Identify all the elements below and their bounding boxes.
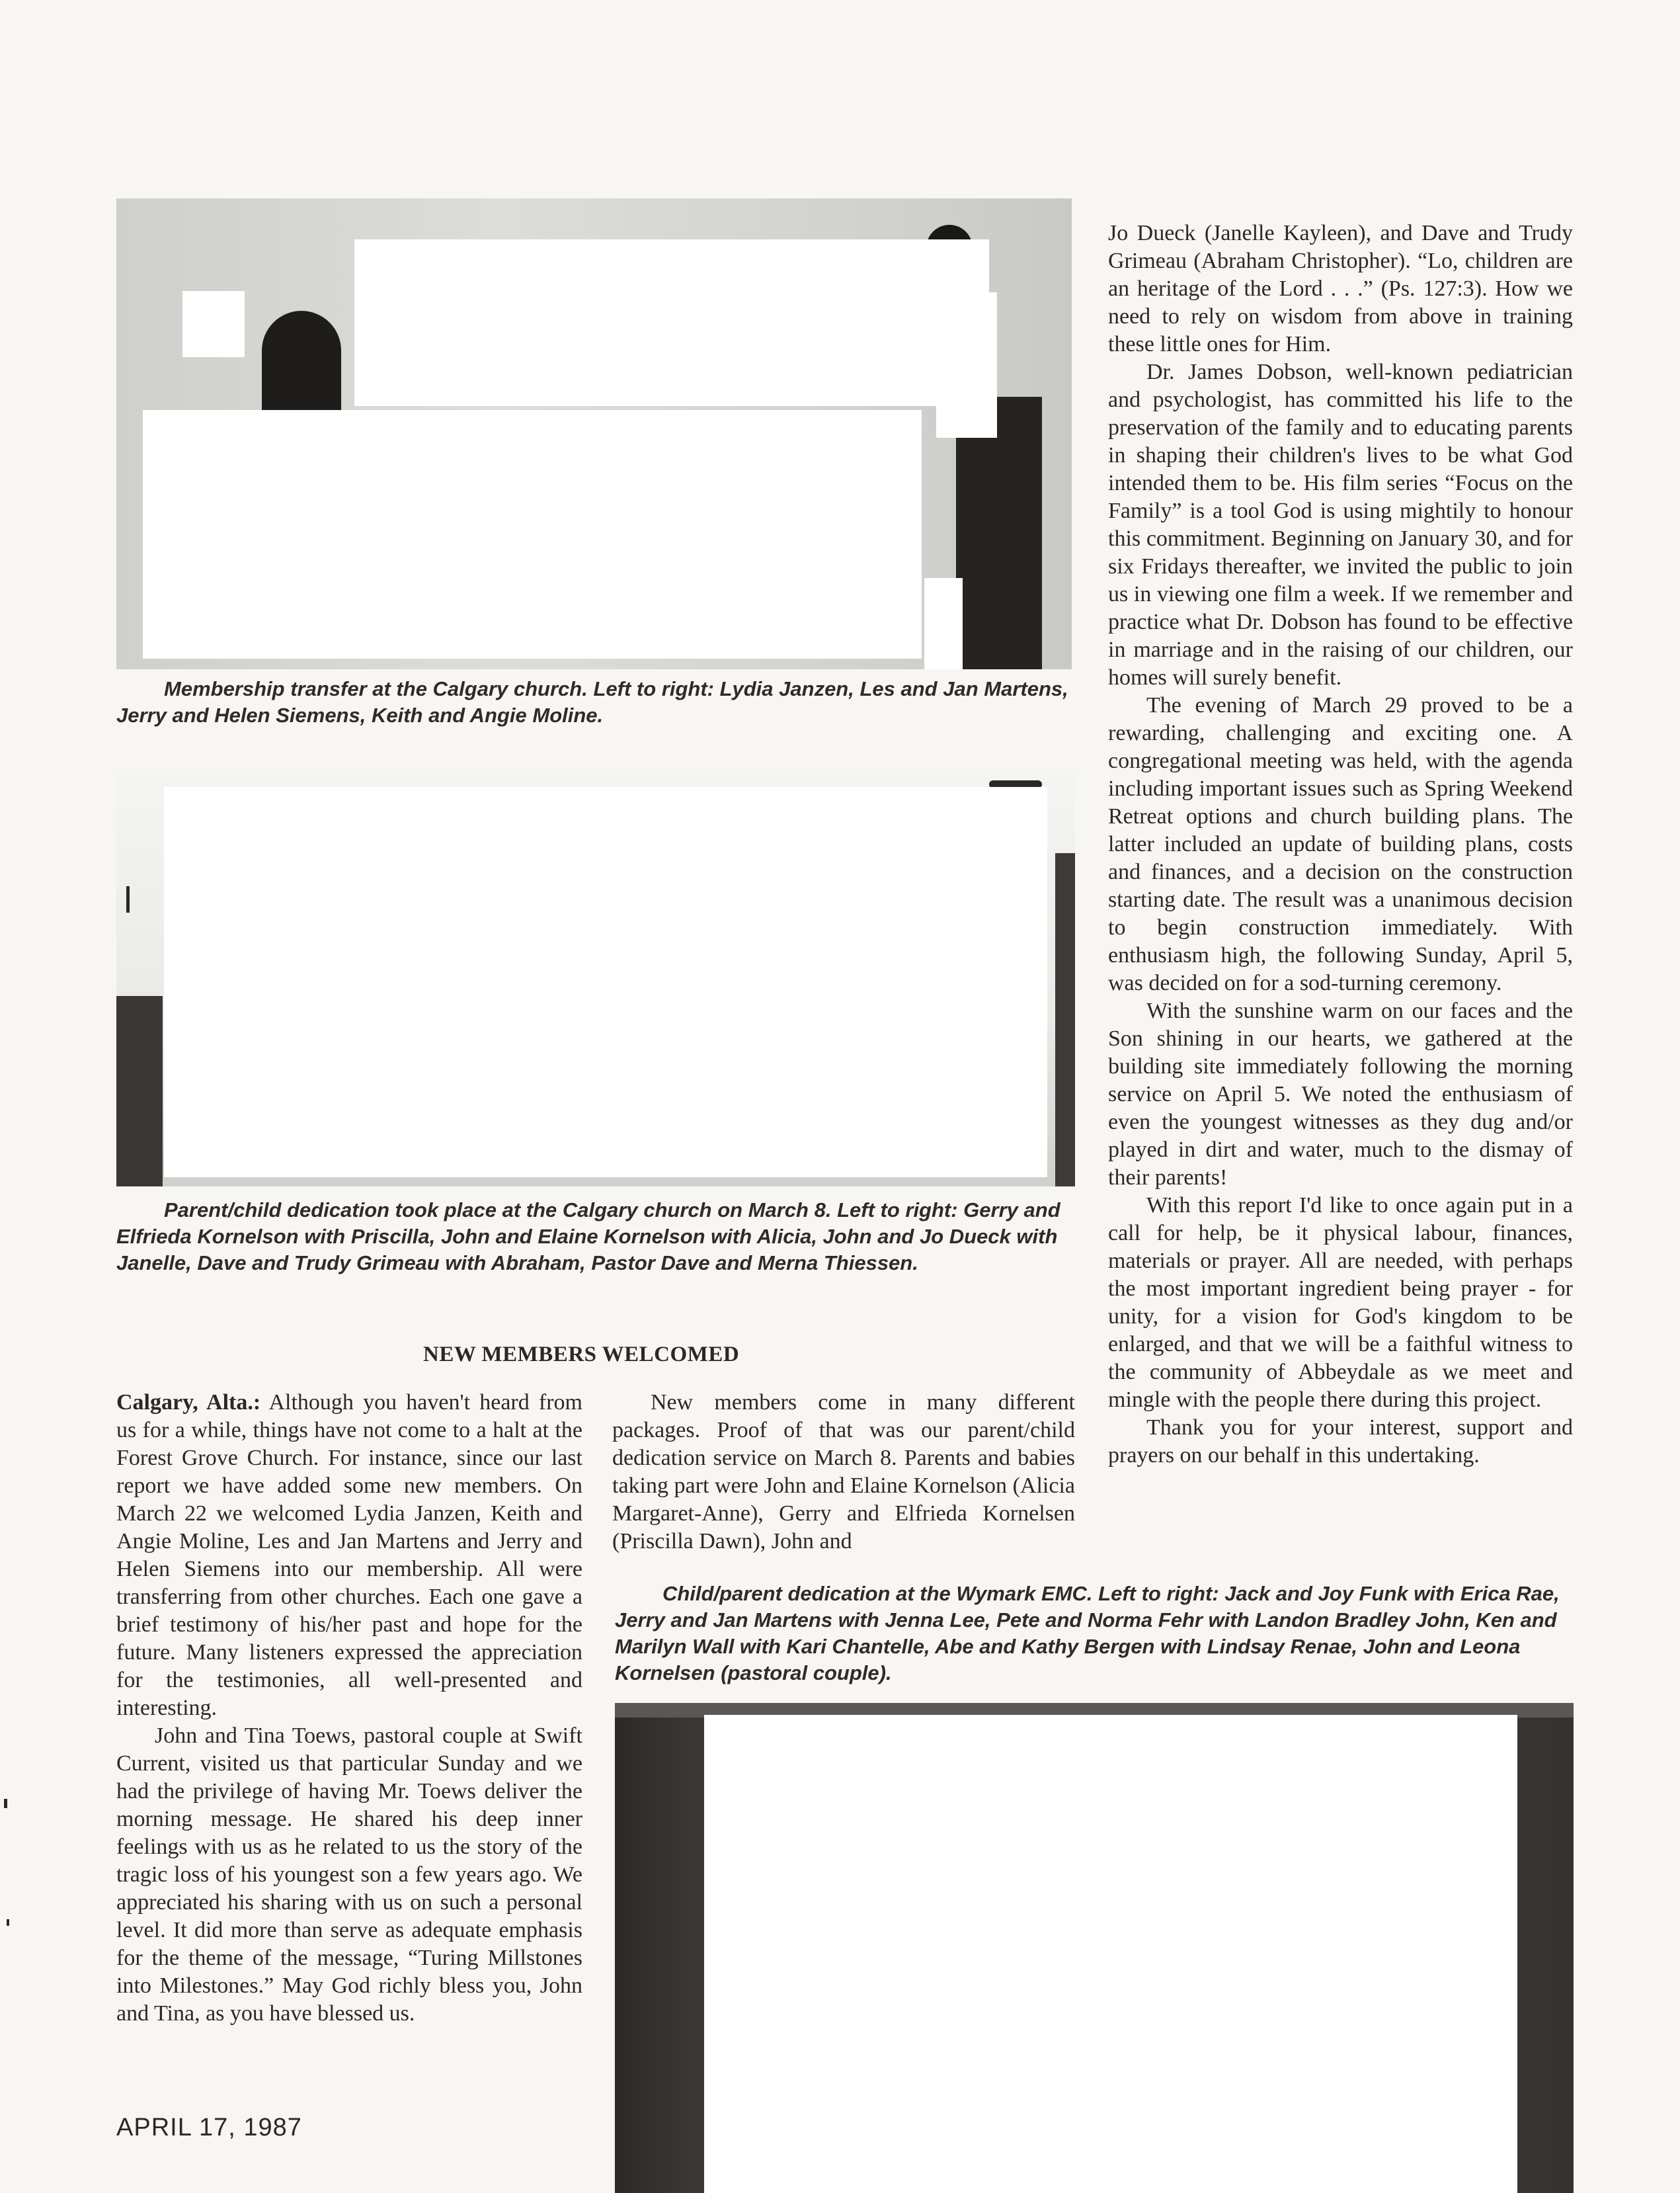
photo-membership-transfer: [116, 198, 1072, 669]
photo-dedication-calgary: [116, 774, 1075, 1186]
article-column-3: [1108, 220, 1573, 1469]
paragraph: Jo Dueck (Janelle Kayleen), and Dave and Trudy Grimeau (Abraham Christopher). “Lo, children are an heritage of the Lord . . .” (Ps. 127:3). How we need to rely on wisdom from above in training these little ones for Him.: [1108, 221, 1573, 356]
paragraph: Dr. James Dobson, well-known pediatrician and psychologist, has committed his life to the preservation of the family and to educating parents in shaping their children's lives to be what God intended them to be. His film series “Focus on the Family” is a tool God is using mightily to honour this commitment. Beginning on January 30, and for six Fridays thereafter, we invited the public to join us in viewing one film a week. If we remember and practice what Dr. Dobson has found to be effective in marriage and in the raising of our children, our homes will surely benefit.: [1108, 360, 1573, 690]
paragraph: John and Tina Toews, pastoral couple at Swift Current, visited us that particular Sunday and we had the privilege of having Mr. Toews deliver the morning message. He shared his deep inner feelings with us as he related to us the story of the tragic loss of his youngest son a few years ago. We appreciated his sharing with us on such a personal level. It did more than serve as adequate emphasis for the theme of the message, “Turing Millstones into Milestones.” May God richly bless you, John and Tina, as you have blessed us.: [116, 1723, 582, 2026]
photo-dedication-wymark: [615, 1703, 1574, 2193]
paragraph-text: Although you haven't heard from us for a while, things have not come to a halt at the Forest Grove Church. For instance, since our last report we have added some new members. On March 22 we welcomed Lydia Janzen, Keith and Angie Moline, Les and Jan Martens and Jerry and Helen Siemens into our membership. All were transferring from other churches. Each one gave a brief testimony of his/her past and hope for the future. Many listeners expressed the appreciation for the testimonies, all well-presented and interesting.: [116, 1390, 583, 1720]
paragraph: The evening of March 29 proved to be a rewarding, challenging and exciting one. A congregational meeting was held, with the agenda including important issues such as Spring Weekend Retreat options and church building plans. The latter included an update of building plans, costs and finances, and a decision on the construction starting date. The result was a unanimous decision to begin construction immediately. With enthusiasm high, the following Sunday, April 5, was decided on for a sod-turning ceremony.: [1108, 693, 1573, 995]
scan-mark: [7, 1919, 9, 1926]
article-column-2: [612, 1389, 1075, 1555]
paragraph: With this report I'd like to once again put in a call for help, be it physical labour, finances, materials or prayer. All are needed, with perhaps the most important ingredient being prayer - for unity, for a vision for God's kingdom to be enlarged, and that we will be a faithful witness to the community of Abbeydale as we meet and mingle with the people there during this project.: [1108, 1193, 1573, 1412]
photo2-caption: Parent/child dedication took place at the Calgary church on March 8. Left to right: Gerry and Elfrieda Kornelson with Priscilla, John and Elaine Kornelson with Alicia, John and Jo Dueck with Janelle, Dave and Trudy Grimeau with Abraham, Pastor Dave and Merna Thiessen.: [116, 1198, 1060, 1274]
paragraph: [116, 1389, 582, 1722]
dateline: Calgary, Alta.:: [116, 1390, 261, 1415]
paragraph: Thank you for your interest, support and prayers on our behalf in this undertaking.: [1108, 1415, 1573, 1468]
issue-date: APRIL 17, 1987: [116, 2114, 302, 2141]
photo1-caption: Membership transfer at the Calgary church. Left to right: Lydia Janzen, Les and Jan Martens, Jerry and Helen Siemens, Keith and Angie Moline.: [116, 677, 1068, 727]
scan-mark: [4, 1799, 7, 1808]
paragraph: With the sunshine warm on our faces and the Son shining in our hearts, we gathered at the building site immediately following the morning service on April 5. We noted the enthusiasm of even the youngest witnesses as they dug and/or played in dirt and water, much to the dismay of their parents!: [1108, 999, 1573, 1190]
article-column-1: [116, 1389, 582, 2028]
paragraph: New members come in many different packages. Proof of that was our parent/child dedication service on March 8. Parents and babies taking part were John and Elaine Kornelson (Alicia Margaret-Anne), Gerry and Elfrieda Kornelsen (Priscilla Dawn), John and: [612, 1390, 1075, 1553]
article-headline: NEW MEMBERS WELCOMED: [423, 1343, 740, 1366]
photo3-caption: Child/parent dedication at the Wymark EMC. Left to right: Jack and Joy Funk with Erica Rae, Jerry and Jan Martens with Jenna Lee, Pete and Norma Fehr with Landon Bradley John, Ken and Marilyn Wall with Kari Chantelle, Abe and Kathy Bergen with Lindsay Renae, John and Leona Kornelsen (pastoral couple).: [615, 1582, 1560, 1684]
